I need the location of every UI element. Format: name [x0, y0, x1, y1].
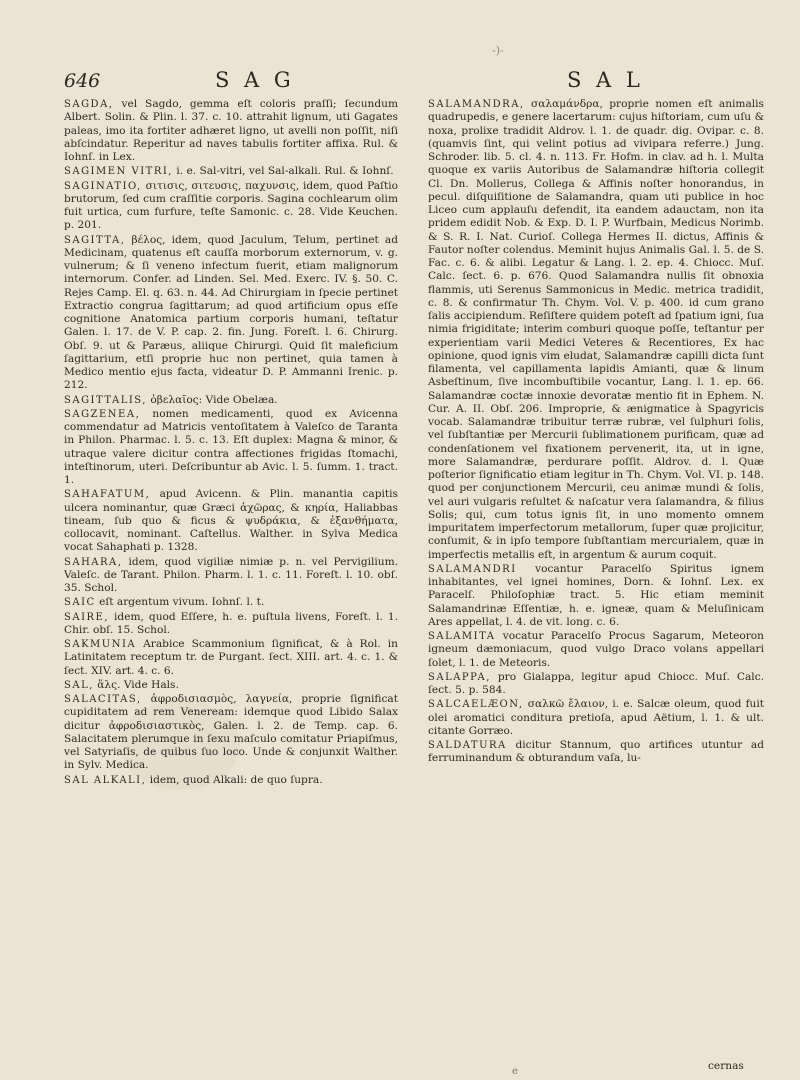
entry-headword: SALAMANDRI: [428, 563, 517, 575]
entry-headword: SALCAELÆON,: [428, 699, 524, 711]
entry-text: vocantur Paracelſo Spiritus ignem inhabitantes, vel ignei homines, Dorn. & Iohnſ. Lex. ex Paracelſ. Philoſophiæ tract. 5. Hic etiam meminit Salamandrinæ Eſſentiæ, h. e. igneæ, quam & Meluſinicam Ares appellat, l. 4. de vit. long. c. 6.: [428, 562, 765, 628]
dictionary-entry: [64, 234, 398, 393]
dictionary-entry: [64, 638, 398, 678]
entry-text: Arabice Scammonium ſignificat, & à Rol. in Latinitatem receptum tr. de Purgant. ſect. XIII. art. 4. c. 1. & ſect. XIV. art. 4. c. 6.: [64, 638, 398, 677]
entry-headword: SALDATURA: [428, 740, 507, 751]
dictionary-entry: [428, 739, 764, 766]
entry-text: idem, quod Eſſere, h. e. puſtula livens, Foreſt. l. 1. Chir. obſ. 15. Schol.: [64, 610, 398, 636]
dictionary-entry: [428, 98, 764, 562]
dictionary-entry: [64, 488, 398, 554]
entry-headword: SAHARA,: [64, 556, 123, 568]
entry-text: ἀφροδισιασμὸς, λαγνεία, proprie ſignificat cupiditatem ad rem Veneream: idemque quod Libido Salax dicitur ἀφροδισιαστικὸς, Galen. l. 2. de Temp. cap. 6. Salacitatem plerumque in ſexu maſculo comitatur Priapiſmus, vel Satyriaſis, de quibus ſuo loco. Unde & conjunxit Walther. in Sylv. Medica.: [64, 693, 398, 772]
dictionary-entry: [64, 180, 398, 233]
dictionary-entry: [64, 165, 398, 178]
dictionary-entry: [64, 693, 398, 773]
entry-text: vocatur Paracelſo Procus Sagarum, Meteoron igneum dæmoniacum, quod vulgo Draco volans appellari ſolet, l. 1. de Meteoris.: [428, 630, 765, 669]
entry-headword: SAGDA,: [64, 99, 114, 110]
entry-text: apud Avicenn. & Plin. manantia capitis ulcera nominantur, quæ Græci ἀχῶρας, & κηρία, Haliabbas tineam, ſub quo & ficus & ψυδράκια, & ἐξανθήματα, collocavit, nominant. Caſtellus. Walther. in Sylva Medica vocat Sahaphati p. 1328.: [64, 488, 398, 554]
entry-headword: SAGZENEA,: [64, 408, 141, 420]
entry-headword: SAL ALKALI,: [64, 774, 147, 786]
dictionary-entry: [64, 596, 398, 609]
right-column: [428, 98, 764, 767]
dictionary-entry: [428, 671, 764, 698]
entry-headword: SAGITTA,: [64, 234, 126, 246]
entry-text: vel Sagdo, gemma eſt coloris praſſi; ſecundum Albert. Solin. & Plin. l. 37. c. 10. attrahit lignum, uti Gagates paleas, imo ita fortiter adhæret ligno, ut avelli non poſſit, niſi abſcindatur. Reperitur ad naves tabulis fortiter affixa. Rul. & Iohnſ. in Lex.: [64, 98, 398, 163]
entry-headword: SAIRE,: [64, 611, 110, 623]
entry-headword: SALAMITA: [428, 631, 496, 642]
entry-text: idem, quod Alkali: de quo ſupra.: [149, 773, 323, 786]
dictionary-entry: [64, 679, 398, 692]
catchword: cernas: [708, 1060, 744, 1072]
entry-headword: SAGIMEN VITRI,: [64, 166, 173, 178]
foot-mark: e: [512, 1066, 518, 1077]
entry-headword: SAIC: [64, 597, 96, 609]
entry-text: dicitur Stannum, quo artifices utuntur ad ferruminandum & obturandum vaſa, lu-: [428, 739, 764, 765]
dictionary-entry: [428, 630, 764, 670]
entry-headword: SAGITTALIS,: [64, 394, 147, 406]
running-head-right: S A L: [567, 68, 644, 92]
entry-text: σαλαμάνδρα, proprie nomen eſt animalis quadrupedis, e genere lacertarum: cujus hiſtoriam, cum uſu & noxa, prolixe tradidit Aldrov. l. 1. de quadr. dig. Ovipar. c. 8. (quamvis ſint, qui velint potius ad vivipara referre.) Jung. Schroder. lib. 5. cl. 4. n. 113. Fr. Hofm. in clav. ad h. l. Multa quoque ex variis Autoribus de Salamandræ hiſtoria collegit Cl. Dn. Mollerus, Collega & Affinis noſter honorandus, in pecul. diſquiſitione de Salamandra, quam uti publice in hoc Liceo cum applauſu defendit, ita eandem adauctam, non ita pridem edidit Nob. & Exp. D. I. P. Wurfbain, Medicus Norimb. & S. R. I. Nat. Curioſ. Collega Hermes II. dictus, Affinis & Fautor noſter colendus. Meminit hujus Animalis Gal. l. 5. de S. Fac. c. 6. & alibi. Legatur & Lang. l. 2. ep. 4. Chiocc. Muſ. Calc. ſect. 6. p. 676. Quod Salamandra nullis ſit obnoxia flammis, uti Serenus Sammonicus in Medic. metrica tradidit, c. 8. & confirmatur Th. Chym. Vol. V. p. 400. id cum grano ſalis accipiendum. Reſiſtere quidem poteſt ad ſpatium igni, ſua nimia frigiditate; interim comburi quoque poſſe, teſtantur per experientiam varii Medici Veteres & Recentiores, Ex hac opinione, quod ignis vim eludat, Salamandræ capilli dicta ſunt filamenta, vel capillamenta lapidis Amianti, quæ & linum Asbeſtinum, ſive incombuſtibile vocantur, Lang. l. 1. ep. 66. Salamandræ coctæ innoxie devoratæ mentio fit in Ephem. N. Cur. A. II. Obſ. 206. Improprie, & ænigmatice à Spagyricis vocab. Salamandræ tribuitur terræ rubræ, vel ſulphuri ſolis, vel ſubſtantiæ per Mercurii ſublimationem purificam, quæ ad condenſationem vel fixationem pervenerit, ita, ut in igne, more Salamandræ, perdurare poſſit. Aldrov. d. l. Quæ poſterior ſignificatio etiam legitur in Th. Chym. Vol. VI. p. 148. quod per conjunctionem Mercurii, ceu animæ mundi & ſolis, vel auri vulgaris reſultet & naſcatur vera ſalamandra, & filius Solis; qui, cum totus ignis ſit, in uno momento omnem impuritatem imperfectorum metallorum, ſuper quæ projicitur, conſumit, & in ipſo tempore ſubſtantiam mercurialem, quæ in imperfectis metallis eſt, in argentum & aurum coquit.: [428, 98, 764, 561]
entry-text: idem, quod vigiliæ nimiæ p. n. vel Pervigilium. Valeſc. de Tarant. Philon. Pharm. l. 1. c. 11. Foreſt. l. 10. obſ. 35. Schol.: [64, 555, 398, 594]
entry-text: nomen medicamenti, quod ex Avicenna commendatur ad Matricis ventoſitatem à Valeſco de Taranta in Philon. Pharmac. l. 5. c. 13. Eſt duplex: Magna & minor, & utraque valere dicitur contra affectiones frigidas ſtomachi, inteſtinorum, uteri. Deſcribuntur ab Avic. l. 5. ſumm. 1. tract. 1.: [64, 407, 398, 486]
dictionary-entry: [64, 408, 398, 488]
dictionary-entry: [64, 774, 398, 787]
entry-headword: SAKMUNIA: [64, 639, 137, 650]
entry-text: βέλος, idem, quod Jaculum, Telum, pertinet ad Medicinam, quatenus eſt cauſſa morborum externorum, v. g. vulnerum; & ſi veneno infectum fuerit, etiam malignorum internorum. Confer. ad Linden. Sel. Med. Exerc. IV. §. 50. C. Rejes Camp. El. q. 63. n. 44. Ad Chirurgiam in ſpecie pertinet Extractio congrua ſagittarum; ad quod artificium opus eſſe cognitione Anatomica partium corporis humani, teſtatur Galen. l. 17. de V. P. cap. 2. fin. Jung. Foreſt. l. 6. Chirurg. Obſ. 9. ut & Paræus, aliique Chirurgi. Quid ſit maleficium ſagittarium, etſi proprie huc non pertinet, quia tamen à Medico mentio ejus facta, videatur D. P. Ammanni Irenic. p. 212.: [64, 233, 398, 392]
dictionary-entry: [64, 556, 398, 596]
entry-text: ἅλς. Vide Hals.: [97, 678, 179, 691]
dictionary-entry: [64, 98, 398, 164]
entry-headword: SAHAFATUM,: [64, 489, 151, 501]
entry-headword: SALAPPA,: [428, 671, 491, 683]
entry-text: i. e. Sal-vitri, vel Sal-alkali. Rul. & Iohnſ.: [176, 165, 394, 178]
page-number: 646: [64, 70, 101, 92]
dictionary-entry: [64, 611, 398, 638]
entry-text: σαλκῶ ἔλαιον, i. e. Salcæ oleum, quod fuit olei aromatici conditura pretioſa, apud Aëtium, l. 1. & ult. citante Gorræo.: [428, 698, 764, 737]
entry-text: pro Gialappa, legitur apud Chiocc. Muſ. Calc. ſect. 5. p. 584.: [428, 670, 764, 696]
entry-headword: SAGINATIO,: [64, 180, 142, 192]
entry-text: eſt argentum vivum. Iohnſ. l. t.: [99, 596, 265, 609]
top-mark: -)-: [492, 44, 504, 57]
dictionary-entry: [64, 394, 398, 407]
left-column: [64, 98, 398, 788]
dictionary-entry: [428, 698, 764, 738]
entry-headword: SALAMANDRA,: [428, 99, 525, 110]
running-head-left: S A G: [215, 68, 295, 92]
entry-headword: SALACITAS,: [64, 694, 142, 705]
entry-headword: SAL,: [64, 679, 94, 691]
dictionary-entry: [428, 563, 764, 629]
entry-text: ὀβελαῖος: Vide Obelæa.: [150, 393, 278, 406]
entry-text: σιτισις, σιτευσις, παχυνσις, idem, quod Paſtio brutorum, ſed cum craſſitie corporis. Sagina cochlearum olim fuit urtica, cum furfure, teſte Samonic. c. 28. Vide Keuchen. p. 201.: [64, 179, 398, 232]
